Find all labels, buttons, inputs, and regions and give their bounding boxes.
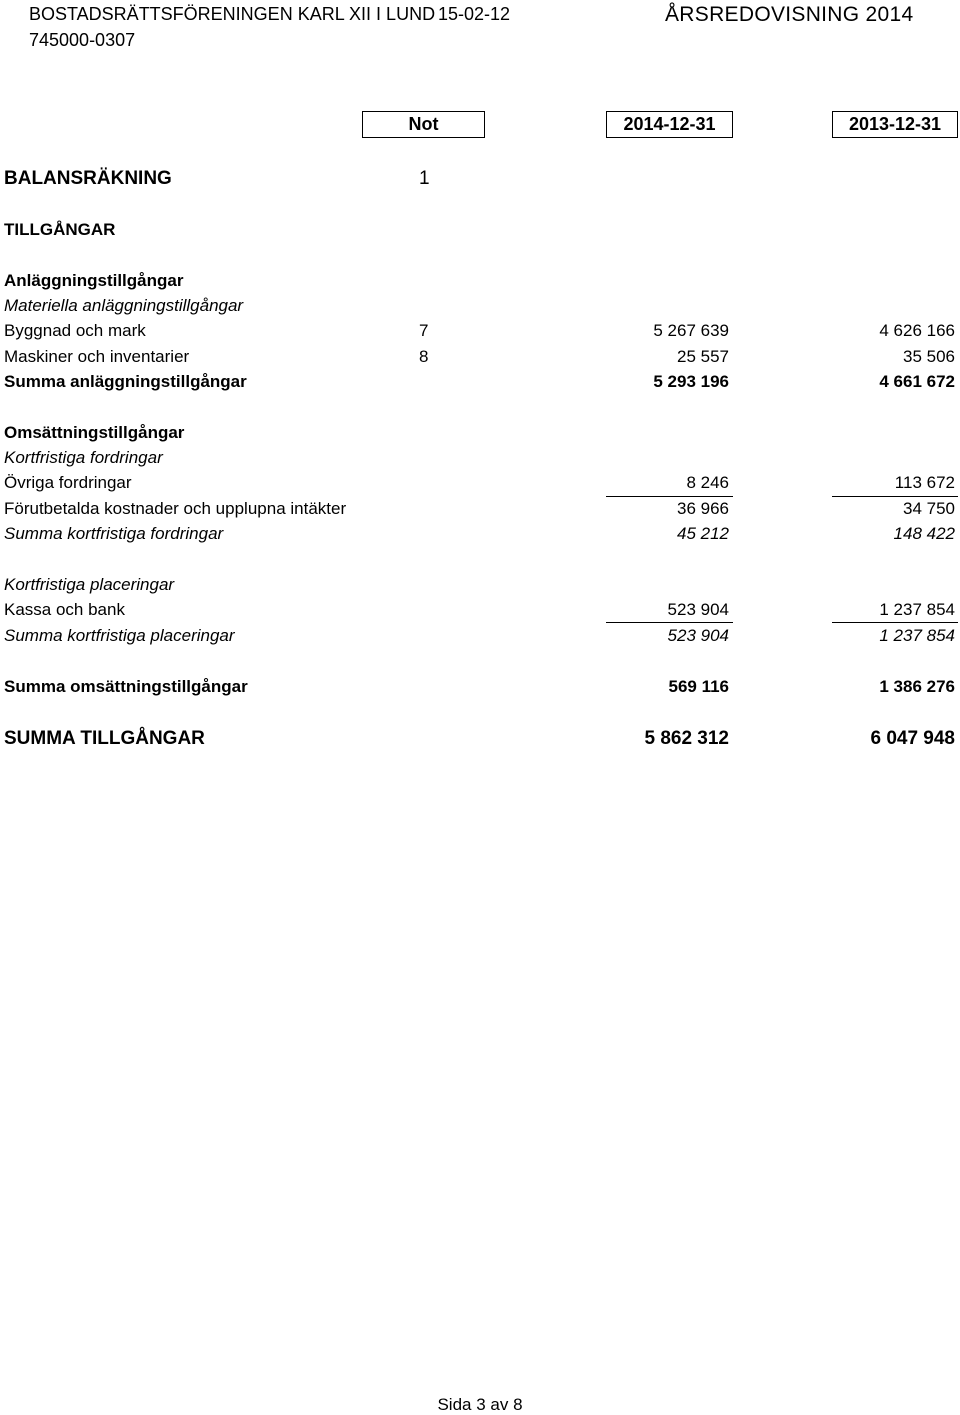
row-value-2014: 523 904 [667, 626, 729, 645]
row-label: Materiella anläggningstillgångar [4, 296, 244, 315]
org-name: BOSTADSRÄTTSFÖRENINGEN KARL XII I LUND [29, 4, 436, 24]
sum-underline [832, 496, 958, 497]
row-label: Omsättningstillgångar [4, 423, 185, 442]
row-note: 8 [419, 347, 429, 366]
row-value-2013: 113 672 [894, 473, 955, 492]
row-value-2014: 5 293 196 [653, 372, 729, 391]
column-header-2013: 2013-12-31 [832, 111, 958, 138]
row-value-2013: 6 047 948 [870, 728, 955, 749]
row-value-2014: 569 116 [668, 677, 729, 696]
row-value-2014: 8 246 [686, 473, 729, 492]
table-row [0, 420, 960, 445]
sum-underline [606, 496, 733, 497]
row-value-2014: 5 862 312 [644, 728, 729, 749]
column-header-2014: 2014-12-31 [606, 111, 733, 138]
row-label: Summa anläggningstillgångar [4, 372, 247, 391]
row-label: Summa omsättningstillgångar [4, 677, 248, 696]
table-row [0, 318, 960, 343]
page-footer [0, 1395, 960, 1415]
table-row [0, 496, 960, 521]
row-value-2013: 4 661 672 [879, 372, 955, 391]
row-label: BALANSRÄKNING [4, 168, 172, 189]
row-value-2014: 523 904 [667, 600, 729, 619]
row-value-2014: 5 267 639 [653, 321, 729, 340]
table-row [0, 268, 960, 293]
row-label: Summa kortfristiga fordringar [4, 524, 224, 543]
table-row [0, 726, 960, 751]
row-label: Byggnad och mark [4, 321, 146, 340]
table-row [0, 445, 960, 470]
row-value-2013: 35 506 [903, 347, 955, 366]
row-label: Förutbetalda kostnader och upplupna intäkter [4, 499, 347, 518]
row-value-2014: 25 557 [677, 347, 729, 366]
row-label: Kassa och bank [4, 600, 125, 619]
table-row [0, 623, 960, 648]
table-row [0, 674, 960, 699]
row-label: Kortfristiga fordringar [4, 448, 163, 467]
row-label: Summa kortfristiga placeringar [4, 626, 235, 645]
table-row [0, 369, 960, 394]
row-value-2014: 36 966 [677, 499, 729, 518]
table-row [0, 217, 960, 242]
row-value-2013: 1 237 854 [879, 626, 955, 645]
table-row [0, 572, 960, 597]
table-row [0, 470, 960, 495]
table-row [0, 597, 960, 622]
table-row [0, 293, 960, 318]
row-value-2014: 45 212 [677, 524, 729, 543]
row-note: 1 [419, 168, 430, 189]
row-value-2013: 148 422 [893, 524, 955, 543]
row-value-2013: 1 386 276 [879, 677, 955, 696]
table-row [0, 166, 960, 191]
row-label: Övriga fordringar [4, 473, 132, 492]
column-header-note: Not [362, 111, 485, 138]
row-label: Kortfristiga placeringar [4, 575, 175, 594]
row-label: Anläggningstillgångar [4, 271, 184, 290]
row-value-2013: 4 626 166 [879, 321, 955, 340]
row-label: SUMMA TILLGÅNGAR [4, 728, 205, 749]
org-number: 745000-0307 [29, 30, 136, 50]
row-label: Maskiner och inventarier [4, 347, 190, 366]
row-label: TILLGÅNGAR [4, 220, 116, 239]
table-row [0, 344, 960, 369]
row-note: 7 [419, 321, 429, 340]
page-number: Sida 3 av 8 [437, 1395, 523, 1414]
report-title: ÅRSREDOVISNING 2014 [665, 3, 914, 26]
row-value-2013: 34 750 [903, 499, 955, 518]
table-row [0, 521, 960, 546]
report-date: 15-02-12 [438, 4, 511, 24]
row-value-2013: 1 237 854 [879, 600, 955, 619]
